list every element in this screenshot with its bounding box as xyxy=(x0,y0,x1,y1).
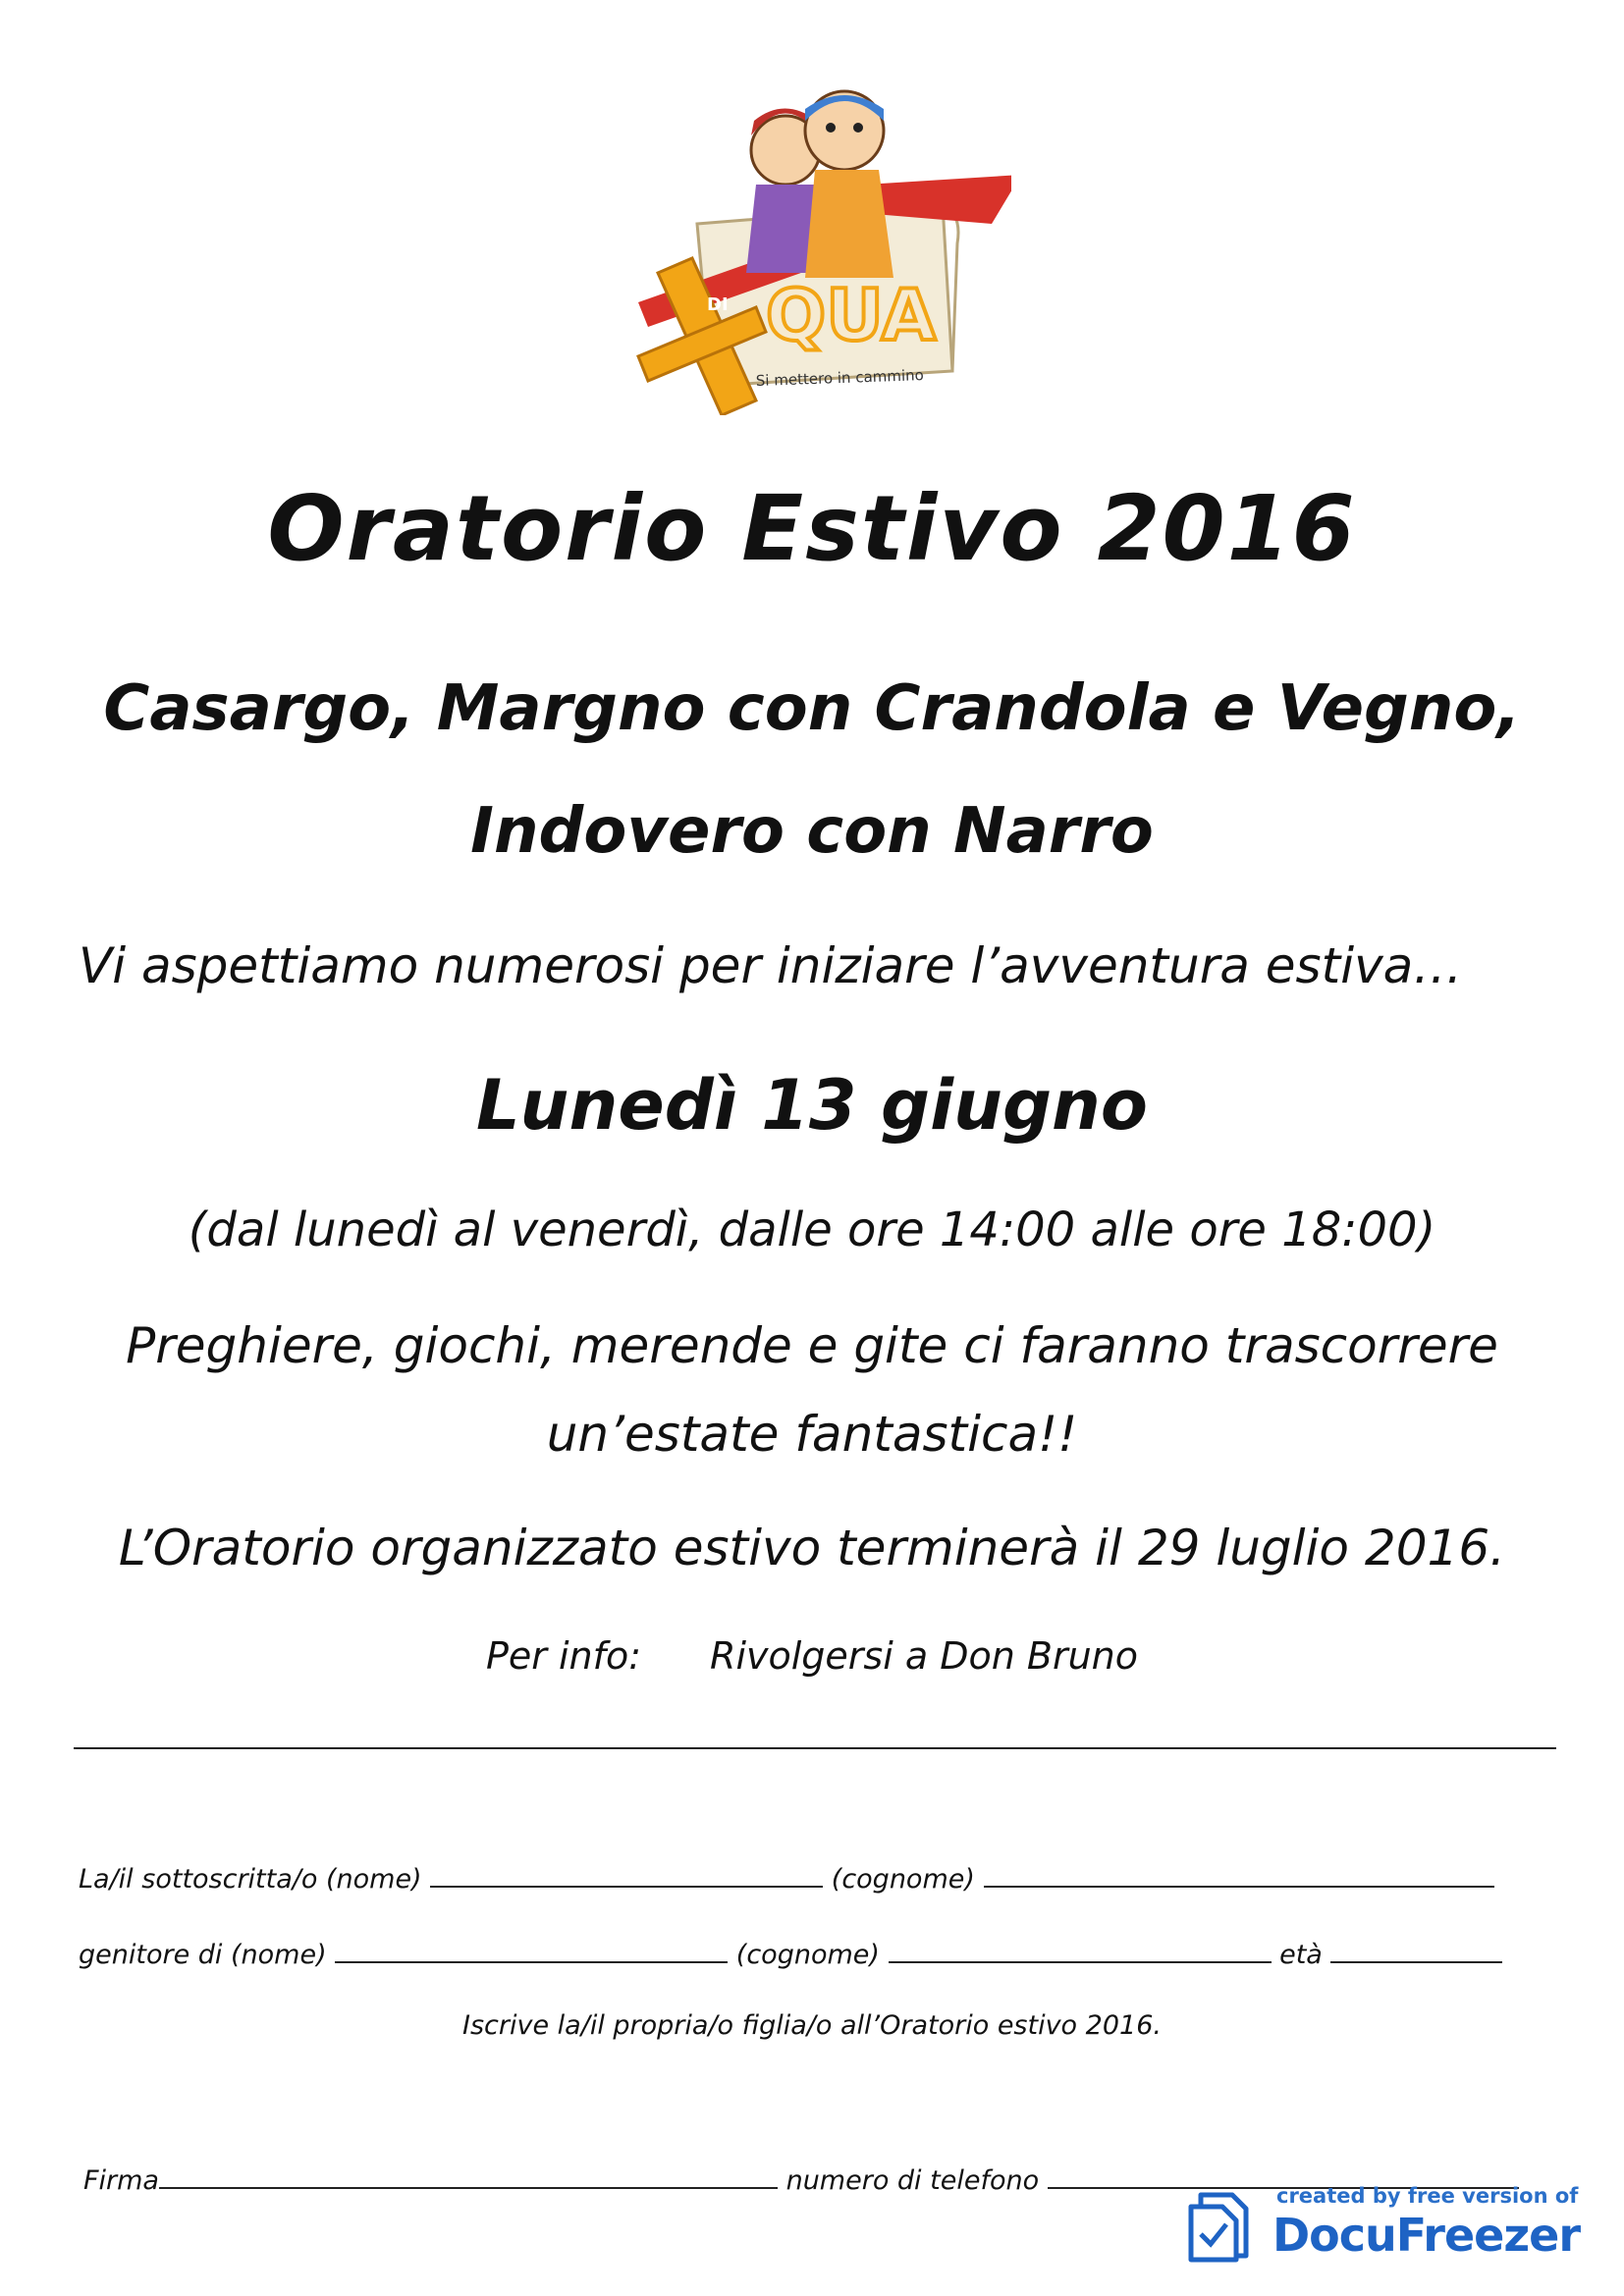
docufreezer-icon xyxy=(1183,2187,1260,2264)
child-surname-label: (cognome) xyxy=(735,1940,880,1970)
signature-label: Firma xyxy=(83,2165,159,2196)
enroll-statement: Iscrive la/il propria/o figlia/o all’Oratorio estivo 2016. xyxy=(462,2010,1162,2041)
signer-surname-field[interactable] xyxy=(984,1860,1494,1888)
watermark-brand: DocuFreezer xyxy=(1272,2209,1581,2262)
watermark-caption: created by free version of xyxy=(1276,2184,1579,2208)
logo-tagline: Si mettero in cammino xyxy=(755,366,925,390)
signature-field[interactable] xyxy=(159,2162,778,2189)
parishes-line-1: Casargo, Margno con Crandola e Vegno, xyxy=(103,672,1521,745)
activities-line-1: Preghiere, giochi, merende e gite ci faranno trascorrere xyxy=(126,1317,1498,1374)
end-notice: L’Oratorio organizzato estivo terminerà il 29 luglio 2016. xyxy=(118,1520,1506,1576)
signer-surname-label: (cognome) xyxy=(831,1864,975,1895)
child-surname-field[interactable] xyxy=(889,1936,1272,1963)
logo-word-qua: QUA xyxy=(766,274,937,356)
age-label: età xyxy=(1279,1940,1323,1970)
signer-row xyxy=(79,1860,1494,1895)
start-date: Lunedì 13 giugno xyxy=(476,1065,1148,1146)
camp-logo xyxy=(619,77,1011,415)
opening-hours: (dal lunedì al venerdì, dalle ore 14:00 alle ore 18:00) xyxy=(188,1202,1436,1257)
phone-label: numero di telefono xyxy=(785,2165,1040,2196)
divider xyxy=(74,1747,1556,1749)
info-contact: Rivolgersi a Don Bruno xyxy=(710,1634,1139,1678)
info-line xyxy=(0,1634,1624,1678)
signer-name-label: La/il sottoscritta/o (nome) xyxy=(79,1864,422,1895)
page-title: Oratorio Estivo 2016 xyxy=(267,476,1357,581)
logo-word-di: DI xyxy=(707,294,729,315)
child-name-label: genitore di (nome) xyxy=(79,1940,327,1970)
age-field[interactable] xyxy=(1330,1936,1502,1963)
child-row xyxy=(79,1936,1502,1970)
parishes-line-2: Indovero con Narro xyxy=(470,795,1154,868)
signer-name-field[interactable] xyxy=(430,1860,823,1888)
activities-line-2: un’estate fantastica!! xyxy=(546,1406,1078,1463)
info-label: Per info: xyxy=(485,1634,642,1678)
child-name-field[interactable] xyxy=(335,1936,728,1963)
intro-text: Vi aspettiamo numerosi per iniziare l’avventura estiva… xyxy=(79,937,1463,994)
